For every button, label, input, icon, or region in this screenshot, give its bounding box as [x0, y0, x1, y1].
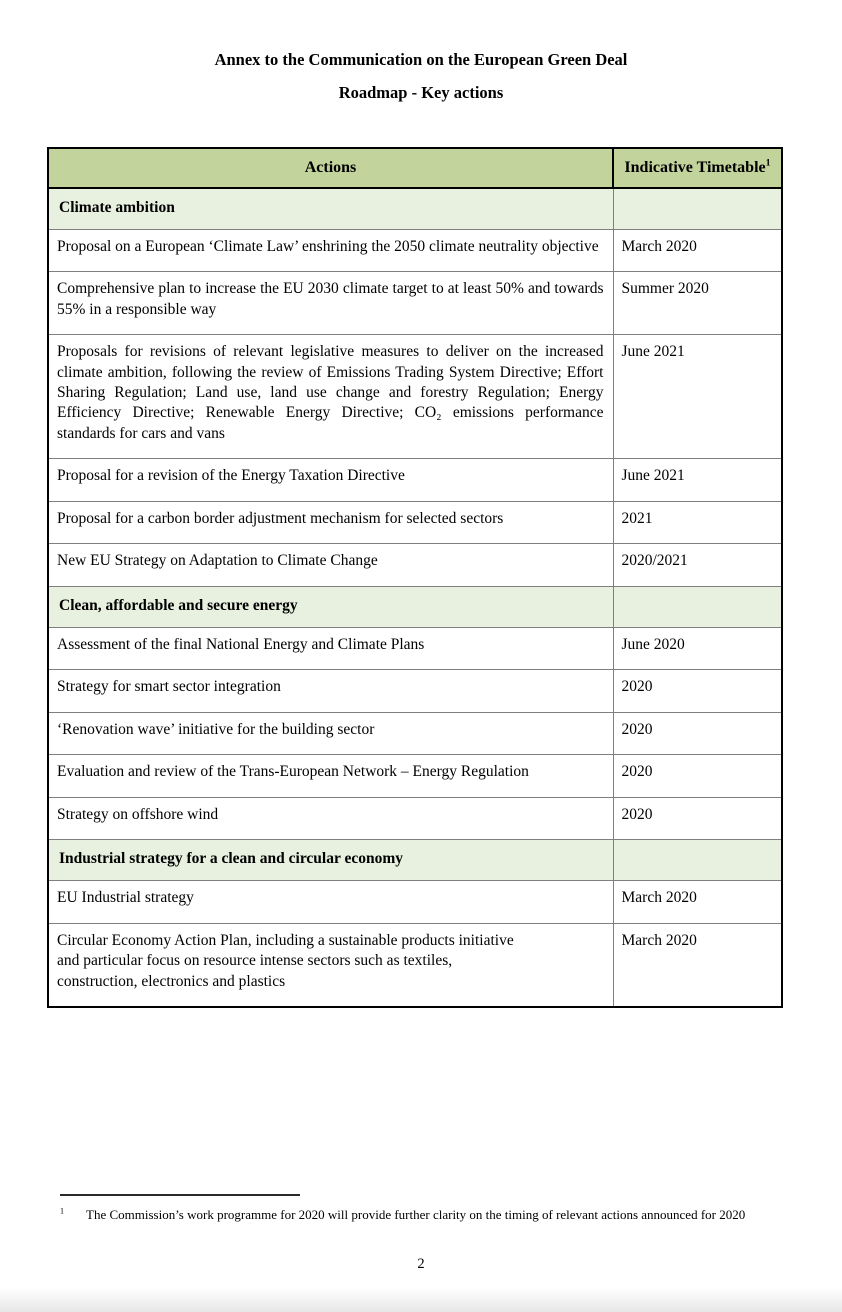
- date-cell: 2020: [613, 670, 782, 712]
- table-row: [48, 229, 782, 271]
- table-row: [48, 797, 782, 839]
- section-label: Climate ambition: [48, 188, 613, 230]
- action-cell: [48, 923, 613, 1007]
- section-row-climate-ambition: [48, 188, 782, 230]
- column-header-actions: Actions: [48, 148, 613, 188]
- date-cell: 2021: [613, 501, 782, 543]
- date-cell: 2020/2021: [613, 544, 782, 586]
- date-cell: March 2020: [613, 229, 782, 271]
- table-row: [48, 459, 782, 501]
- table-row: [48, 544, 782, 586]
- footnote: [47, 1194, 781, 1225]
- page-bottom-shadow: [0, 1288, 842, 1312]
- footnote-marker: 1: [60, 1206, 65, 1216]
- date-cell: June 2020: [613, 627, 782, 669]
- timetable-header-label: Indicative Timetable: [624, 159, 766, 176]
- action-text: Circular Economy Action Plan, including a sustainable products initiative and particular focus on resource intense sectors such as textiles, construction, electronics and plastics: [57, 931, 514, 990]
- date-cell: March 2020: [613, 881, 782, 923]
- table-row: [48, 923, 782, 1007]
- table-row: [48, 712, 782, 754]
- action-cell: Strategy on offshore wind: [48, 797, 613, 839]
- table-row: [48, 881, 782, 923]
- action-cell: [48, 755, 613, 797]
- roadmap-table: [47, 147, 783, 1008]
- action-cell: EU Industrial strategy: [48, 881, 613, 923]
- action-cell: Assessment of the final National Energy and Climate Plans: [48, 627, 613, 669]
- section-row-industrial-strategy: [48, 840, 782, 881]
- date-cell: 2020: [613, 755, 782, 797]
- column-header-timetable: [613, 148, 782, 188]
- footnote-separator: [60, 1194, 300, 1196]
- footnote-reference: 1: [765, 157, 771, 169]
- table-row: [48, 335, 782, 459]
- action-cell: Proposals for revisions of relevant legislative measures to deliver on the increased climate ambition, following the review of Emissions Trading System Directive; Effort Sharing Regulation; Land use, land use change and forestry Regulation; Energy Efficiency Directive; Renewable Energy Directive; CO₂ emissions performance standards for cars and vans: [48, 335, 613, 459]
- document-title: Annex to the Communication on the European Green Deal: [214, 50, 628, 69]
- date-cell: June 2021: [613, 335, 782, 459]
- footnote-text: The Commission’s work programme for 2020 will provide further clarity on the timing of relevant actions announced for 2020: [86, 1207, 746, 1222]
- action-cell: New EU Strategy on Adaptation to Climate Change: [48, 544, 613, 586]
- section-date-cell: [613, 188, 782, 230]
- action-cell: ‘Renovation wave’ initiative for the building sector: [48, 712, 613, 754]
- table-row: [48, 627, 782, 669]
- date-cell: 2020: [613, 797, 782, 839]
- section-label: Clean, affordable and secure energy: [48, 586, 613, 627]
- table-header-row: [48, 148, 782, 188]
- table-row: [48, 272, 782, 335]
- action-cell: Strategy for smart sector integration: [48, 670, 613, 712]
- date-cell: 2020: [613, 712, 782, 754]
- action-cell: Proposal on a European ‘Climate Law’ enshrining the 2050 climate neutrality objective: [48, 229, 613, 271]
- table-row: [48, 755, 782, 797]
- section-label: Industrial strategy for a clean and circular economy: [48, 840, 613, 881]
- page-number: 2: [417, 1256, 425, 1272]
- date-cell: Summer 2020: [613, 272, 782, 335]
- date-cell: March 2020: [613, 923, 782, 1007]
- action-text: Evaluation and review of the Trans-European Network – Energy Regulation: [57, 763, 529, 781]
- action-cell: Proposal for a revision of the Energy Taxation Directive: [48, 459, 613, 501]
- section-date-cell: [613, 840, 782, 881]
- date-cell: June 2021: [613, 459, 782, 501]
- table-row: [48, 501, 782, 543]
- table-row: [48, 670, 782, 712]
- section-row-clean-energy: [48, 586, 782, 627]
- document-subtitle: Roadmap - Key actions: [338, 83, 504, 102]
- action-cell: Proposal for a carbon border adjustment mechanism for selected sectors: [48, 501, 613, 543]
- action-cell: Comprehensive plan to increase the EU 2030 climate target to at least 50% and towards 55% in a responsible way: [48, 272, 613, 335]
- section-date-cell: [613, 586, 782, 627]
